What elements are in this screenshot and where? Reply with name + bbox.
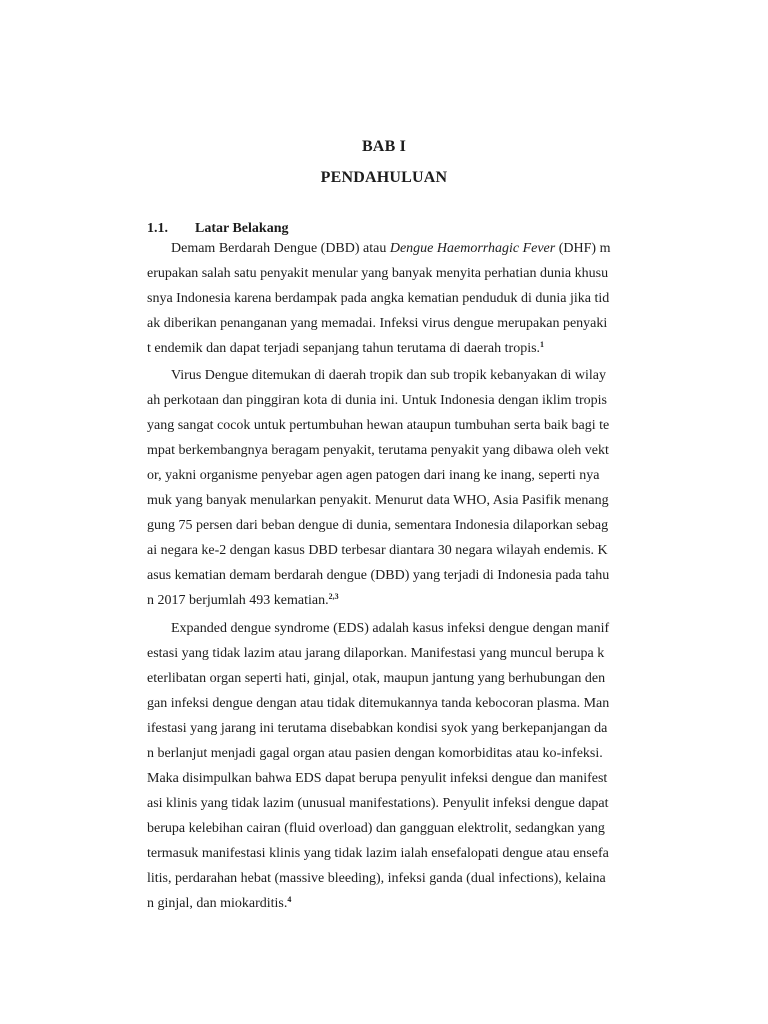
paragraph-line: snya Indonesia karena berdampak pada angka kematian penduduk di dunia jika tid [147,291,610,306]
paragraph-line: or, yakni organisme penyebar agen agen patogen dari inang ke inang, seperti nya [147,468,600,483]
paragraph-line: Virus Dengue ditemukan di daerah tropik dan sub tropik kebanyakan di wilay [171,368,606,383]
citation-ref: 4 [287,895,292,904]
paragraph-line: Maka disimpulkan bahwa EDS dapat berupa penyulit infeksi dengue dan manifest [147,771,608,786]
paragraph-line: Expanded dengue syndrome (EDS) adalah kasus infeksi dengue dengan manif [171,621,610,636]
section-title: Latar Belakang [195,221,289,236]
paragraph-line: n ginjal, dan miokarditis.$^4$ [147,895,292,911]
paragraph-line: eterlibatan organ seperti hati, ginjal, otak, maupun jantung yang berhubungan den [147,671,606,686]
chapter-title: PENDAHULUAN [320,169,448,186]
paragraph-line: Demam Berdarah Dengue (DBD) atau Dengue Haemorrhagic Fever (DHF) m [171,241,611,256]
chapter-number: BAB I [361,138,407,155]
paragraph-line: asus kematian demam berdarah dengue (DBD) yang terjadi di Indonesia pada tahu [147,568,610,583]
paragraph-line: n 2017 berjumlah 493 kematian.$^{2,3}$ [147,592,339,608]
paragraph-line: litis, perdarahan hebat (massive bleeding), infeksi ganda (dual infections), kelaina [147,871,606,886]
citation-ref: 2,3 [328,592,339,601]
paragraph-line: ak diberikan penanganan yang memadai. Infeksi virus dengue merupakan penyaki [147,316,608,331]
paragraph-line: mpat berkembangnya beragam penyakit, terutama penyakit yang dibawa oleh vekt [147,443,609,458]
paragraph-line: yang sangat cocok untuk pertumbuhan hewan ataupun tumbuhan serta baik bagi te [147,418,610,433]
paragraph-line: termasuk manifestasi klinis yang tidak lazim ialah ensefalopati dengue atau ensefa [147,846,609,861]
paragraph-line: estasi yang tidak lazim atau jarang dilaporkan. Manifestasi yang muncul berupa k [147,646,605,661]
section-heading [147,221,288,237]
paragraph-line: berupa kelebihan cairan (fluid overload) dan gangguan elektrolit, sedangkan yang [147,821,605,836]
section-number: 1.1. [147,221,168,236]
italic-term: Dengue Haemorrhagic Fever [389,241,556,256]
paragraph-line: muk yang banyak menularkan penyakit. Menurut data WHO, Asia Pasifik menang [147,493,609,508]
paragraph-line: erupakan salah satu penyakit menular yang banyak menyita perhatian dunia khusu [147,266,609,281]
paragraph-line: asi klinis yang tidak lazim (unusual manifestations). Penyulit infeksi dengue dapat [147,796,609,811]
paragraph-line: t endemik dan dapat terjadi sepanjang tahun terutama di daerah tropis.$^1$ [147,340,545,356]
paragraph-line: ai negara ke-2 dengan kasus DBD terbesar diantara 30 negara wilayah endemis. K [147,543,608,558]
paragraph-line: ifestasi yang jarang ini terutama disebabkan kondisi syok yang berkepanjangan da [147,721,608,736]
paragraph-line: n berlanjut menjadi gagal organ atau pasien dengan komorbiditas atau ko-infeksi. [147,746,603,761]
paragraph-line: ah perkotaan dan pinggiran kota di dunia ini. Untuk Indonesia dengan iklim tropis [147,393,607,408]
citation-ref: 1 [540,340,545,349]
paragraph-line: gung 75 persen dari beban dengue di dunia, sementara Indonesia dilaporkan sebag [147,518,609,533]
paragraph-line: gan infeksi dengue dengan atau tidak ditemukannya tanda kebocoran plasma. Man [147,696,610,711]
